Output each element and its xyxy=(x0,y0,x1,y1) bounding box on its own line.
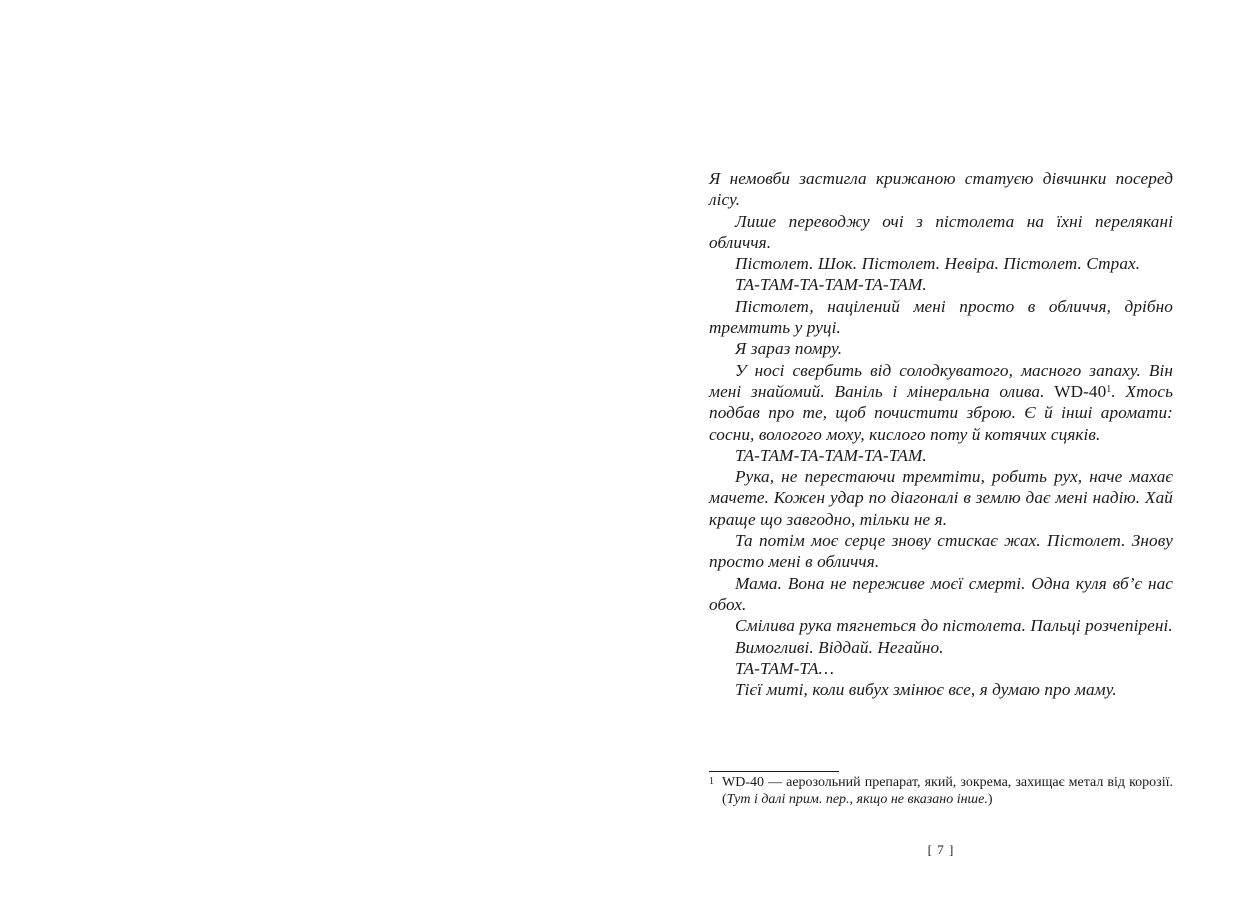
paragraph: Лише переводжу очі з пістолета на їхні перелякані обличчя. xyxy=(709,211,1173,252)
paragraph: Вимогливі. Віддай. Негайно. xyxy=(735,637,944,657)
footnote-closing: ) xyxy=(987,791,993,807)
footnote-divider xyxy=(709,771,839,772)
paragraph: Я зараз помру. xyxy=(735,339,843,359)
paragraph: Я немовби застигла крижаною статуєю дівчинки посеред лісу. xyxy=(709,169,1173,210)
paragraph-text-after: . Хтось подбав про те, щоб почистити зброю. Є й інші аромати: сосни, вологого моху, кислого поту й котячих сцяків. xyxy=(709,381,1173,444)
footnote-reference[interactable]: 1 xyxy=(1106,383,1112,395)
footnote-number: 1 xyxy=(709,776,714,787)
paragraph: Пістолет. Шок. Пістолет. Невіра. Пістолет. Страх. xyxy=(735,254,1141,274)
paragraph: Пістолет, націлений мені просто в обличчя, дрібно тремтить у руці. xyxy=(709,296,1173,338)
footnote-body xyxy=(722,775,1173,808)
upright-term: WD-40 xyxy=(1054,381,1107,401)
paragraph-text-before: У носі свербить від солодкуватого, масного запаху. Він мені знайомий. Ваніль і мінеральна олива. xyxy=(709,360,1173,401)
paragraph: Мама. Вона не переживе моєї смерті. Одна куля вб’є нас обох. xyxy=(709,573,1173,614)
paragraph: ТА-ТАМ-ТА… xyxy=(735,658,834,678)
body-text xyxy=(709,168,1173,700)
right-page xyxy=(627,0,1254,908)
footnote xyxy=(709,775,1173,808)
paragraph: ТА-ТАМ-ТА-ТАМ-ТА-ТАМ. xyxy=(735,275,927,295)
footnote-text: WD-40 — аерозольний препарат, який, зокрема, захищає метал від корозії. ( xyxy=(722,775,1173,807)
paragraph: Смілива рука тягнеться до пістолета. Пальці розчепірені. xyxy=(735,616,1173,636)
footnote-italic-note: Тут і далі прим. пер., якщо не вказано інше. xyxy=(726,791,988,807)
paragraph: Та потім моє серце знову стискає жах. Пістолет. Знову просто мені в обличчя. xyxy=(709,531,1173,572)
paragraph-with-footnote xyxy=(709,360,1173,445)
paragraph: Рука, не перестаючи тремтіти, робить рух, наче махає мачете. Кожен удар по діагоналі в землю дає мені надію. Хай краще що завгодно, тільки не я. xyxy=(709,467,1173,529)
page-number: [ 7 ] xyxy=(927,842,955,857)
paragraph: ТА-ТАМ-ТА-ТАМ-ТА-ТАМ. xyxy=(735,445,927,465)
paragraph: Тієї миті, коли вибух змінює все, я думаю про маму. xyxy=(735,680,1117,700)
